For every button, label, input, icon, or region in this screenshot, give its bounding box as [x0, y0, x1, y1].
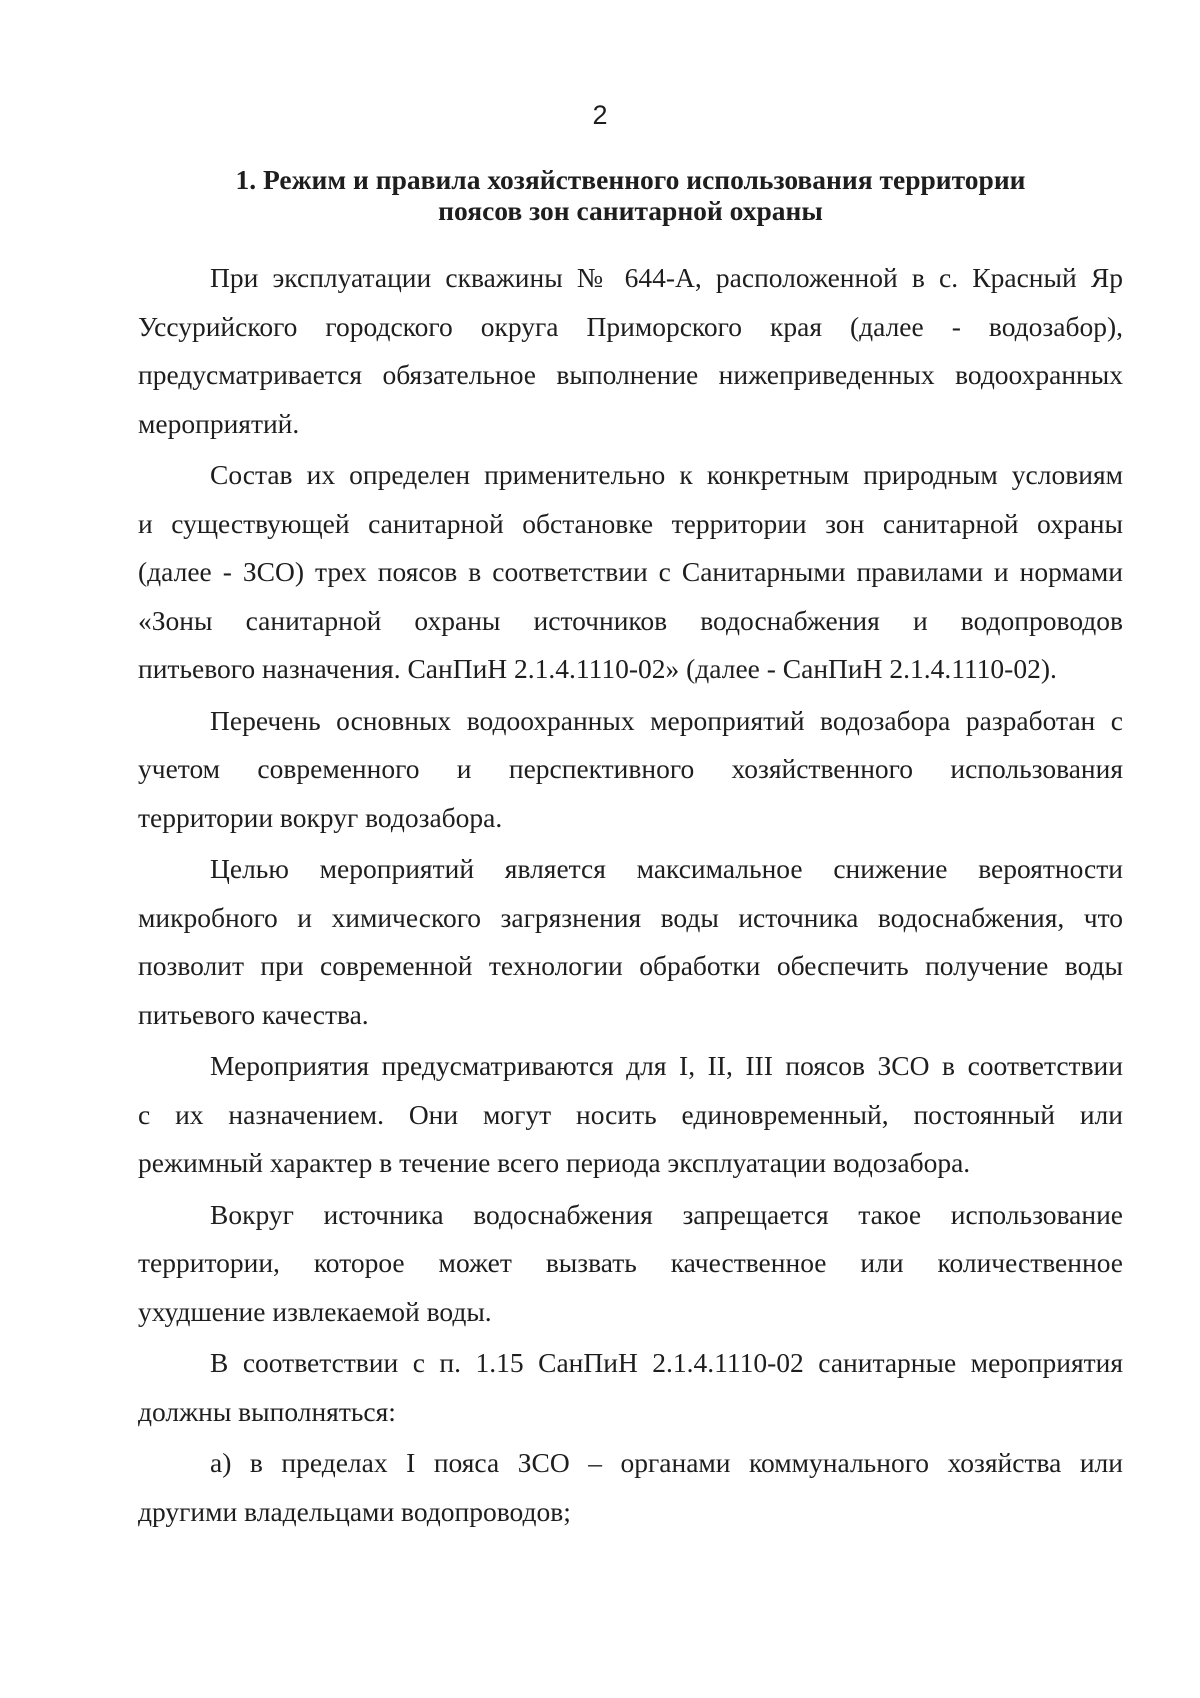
- paragraph-line: Целью мероприятий является максимальное снижение вероятности: [210, 853, 1123, 884]
- paragraph-line: питьевого назначения. СанПиН 2.1.4.1110-02» (далее - СанПиН 2.1.4.1110-02).: [138, 653, 1057, 684]
- paragraph-line: При эксплуатации скважины № 644-А, расположенной в с. Красный Яр: [210, 262, 1123, 293]
- paragraph-line: должны выполняться:: [138, 1395, 396, 1427]
- paragraph-line: Мероприятия предусматриваются для I, II, III поясов ЗСО в соответствии: [210, 1050, 1123, 1081]
- section-heading: [138, 164, 1123, 226]
- paragraph-line: позволит при современной технологии обработки обеспечить получение воды: [138, 950, 1123, 981]
- paragraph-line: Уссурийского городского округа Приморского края (далее - водозабор),: [138, 310, 1123, 342]
- paragraph-line: питьевого качества.: [138, 998, 369, 1030]
- section-heading-line-2: поясов зон санитарной охраны: [438, 195, 823, 226]
- paragraph-line: (далее - ЗСО) трех поясов в соответствии с Санитарными правилами и нормами: [138, 556, 1123, 587]
- paragraph-line: другими владельцами водопроводов;: [138, 1495, 571, 1527]
- paragraph-line: режимный характер в течение всего периода эксплуатации водозабора.: [138, 1147, 971, 1178]
- paragraph-line: территории вокруг водозабора.: [138, 801, 503, 833]
- document-body: [138, 254, 1123, 1539]
- paragraph: [138, 1339, 1123, 1436]
- paragraph: [138, 845, 1123, 1039]
- section-heading-line-1: 1. Режим и правила хозяйственного использования территории: [235, 164, 1026, 195]
- paragraph: [138, 254, 1123, 448]
- paragraph-line: В соответствии с п. 1.15 СанПиН 2.1.4.1110-02 санитарные мероприятия: [210, 1347, 1123, 1378]
- paragraph-line: Вокруг источника водоснабжения запрещается такое использование: [210, 1198, 1123, 1230]
- paragraph-line: с их назначением. Они могут носить единовременный, постоянный или: [138, 1098, 1123, 1130]
- paragraph-line: микробного и химического загрязнения воды источника водоснабжения, что: [138, 901, 1123, 933]
- paragraph-line: мероприятий.: [138, 407, 300, 439]
- page-number: 2: [592, 100, 608, 130]
- paragraph: [138, 1191, 1123, 1337]
- paragraph: [138, 1439, 1123, 1536]
- paragraph-line: и существующей санитарной обстановке территории зон санитарной охраны: [138, 507, 1123, 539]
- paragraph-line: «Зоны санитарной охраны источников водоснабжения и водопроводов: [138, 604, 1123, 636]
- paragraph: [138, 1042, 1123, 1188]
- paragraph-line: ухудшение извлекаемой воды.: [138, 1295, 492, 1327]
- paragraph-line: предусматривается обязательное выполнение нижеприведенных водоохранных: [138, 359, 1123, 390]
- paragraph-line: учетом современного и перспективного хозяйственного использования: [138, 753, 1123, 784]
- paragraph-line: а) в пределах I пояса ЗСО – органами коммунального хозяйства или: [210, 1447, 1123, 1478]
- paragraph: [138, 697, 1123, 843]
- paragraph: [138, 451, 1123, 694]
- paragraph-line: Состав их определен применительно к конкретным природным условиям: [210, 459, 1123, 490]
- paragraph-line: территории, которое может вызвать качественное или количественное: [138, 1247, 1123, 1278]
- paragraph-line: Перечень основных водоохранных мероприятий водозабора разработан с: [210, 704, 1123, 736]
